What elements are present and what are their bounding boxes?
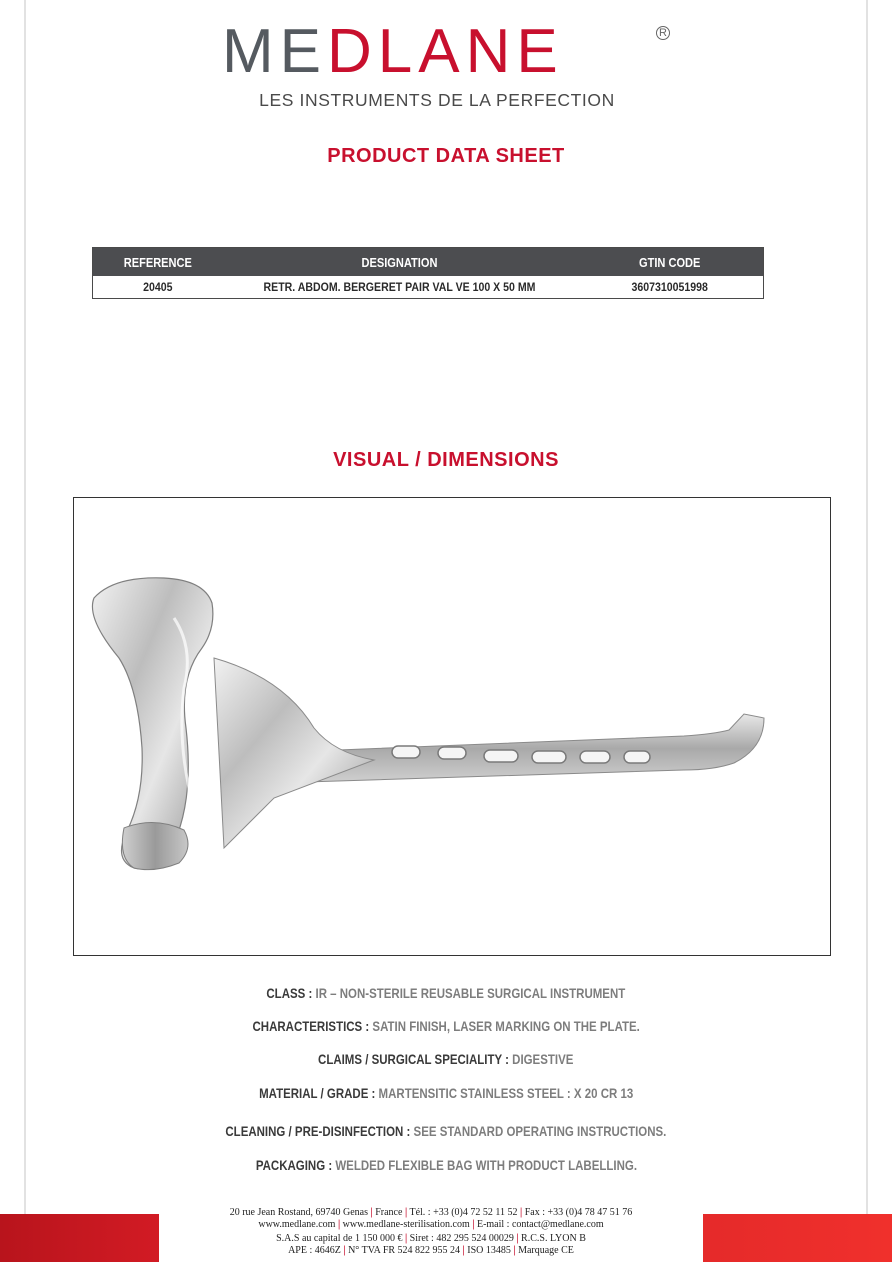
- footer-rcs: R.C.S. LYON B: [521, 1233, 586, 1244]
- footer-iso: ISO 13485: [467, 1245, 511, 1256]
- spec-class: [0, 985, 892, 1001]
- footer-sterilisation-link[interactable]: www.medlane-sterilisation.com: [342, 1219, 470, 1230]
- spec-claims-value: DIGESTIVE: [509, 1051, 574, 1067]
- visual-dimensions-title: VISUAL / DIMENSIONS: [333, 449, 559, 471]
- left-margin-line: [24, 0, 26, 1262]
- spec-packaging-value: WELDED FLEXIBLE BAG WITH PRODUCT LABELLING.: [331, 1157, 637, 1173]
- spec-cleaning: [0, 1123, 892, 1139]
- spec-material: [0, 1085, 892, 1101]
- footer-web-line: www.medlane.com | www.medlane-sterilisation.com | E-mail : contact@medlane.com: [258, 1219, 604, 1230]
- logo-wordmark: [222, 17, 652, 86]
- footer-ce-marking: Marquage CE: [518, 1245, 574, 1256]
- footer-ape: APE : 4646Z: [288, 1245, 341, 1256]
- spec-packaging: [0, 1157, 892, 1173]
- logo-rest: DLANE: [327, 17, 564, 86]
- spec-material-value: MARTENSITIC STAINLESS STEEL : X 20 CR 13: [375, 1085, 634, 1101]
- product-table: [92, 247, 764, 299]
- footer-address: 20 rue Jean Rostand, 69740 Genas: [229, 1207, 369, 1218]
- footer-fax: Fax : +33 (0)4 78 47 51 76: [524, 1207, 633, 1218]
- footer-address-line: 20 rue Jean Rostand, 69740 Genas | France | Tél. : +33 (0)4 72 52 11 52 | Fax : +33 (0)4 78 47 51 76: [229, 1207, 633, 1218]
- footer-siret: Siret : 482 295 524 00029: [409, 1233, 514, 1244]
- right-margin-line: [866, 0, 868, 1262]
- spec-characteristics-value: SATIN FINISH, LASER MARKING ON THE PLATE.: [369, 1018, 640, 1034]
- table-header-row: [93, 248, 763, 276]
- product-data-sheet-title: PRODUCT DATA SHEET: [327, 145, 565, 167]
- header-reference: REFERENCE: [123, 254, 192, 270]
- medlane-logo: [222, 17, 672, 117]
- header-designation: DESIGNATION: [361, 254, 438, 270]
- retractor-illustration: [74, 498, 832, 957]
- footer-company-line: S.A.S au capital de 1 150 000 € | Siret : 482 295 524 00029 | R.C.S. LYON B: [276, 1233, 586, 1244]
- footer-phone: Tél. : +33 (0)4 72 52 11 52: [409, 1207, 518, 1218]
- logo-prefix: ME: [222, 17, 327, 86]
- spec-material-label: MATERIAL / GRADE :: [258, 1085, 376, 1101]
- spec-characteristics-label: CHARACTERISTICS :: [252, 1018, 370, 1034]
- header-gtin-code: GTIN CODE: [638, 254, 700, 270]
- cell-designation: RETR. ABDOM. BERGERET PAIR VAL VE 100 X 50 MM: [263, 280, 536, 294]
- spec-claims-label: CLAIMS / SURGICAL SPECIALITY :: [318, 1051, 510, 1067]
- spec-class-value: IR – NON-STERILE REUSABLE SURGICAL INSTRUMENT: [312, 985, 626, 1001]
- spec-packaging-label: PACKAGING :: [255, 1157, 332, 1173]
- spec-claims: [0, 1051, 892, 1067]
- footer-capital: S.A.S au capital de 1 150 000 €: [276, 1233, 403, 1244]
- footer-email-link[interactable]: E-mail : contact@medlane.com: [476, 1219, 604, 1230]
- spec-cleaning-label: CLEANING / PRE-DISINFECTION :: [225, 1123, 411, 1139]
- spec-class-label: CLASS :: [266, 985, 313, 1001]
- logo-tagline: LES INSTRUMENTS DE LA PERFECTION: [259, 90, 615, 110]
- table-row: [93, 276, 763, 298]
- footer-vat: N° TVA FR 524 822 955 24: [348, 1245, 461, 1256]
- footer-legal-line: APE : 4646Z | N° TVA FR 524 822 955 24 | ISO 13485 | Marquage CE: [288, 1245, 574, 1256]
- footer-red-bar-right: [703, 1214, 892, 1262]
- footer-red-bar-left: [0, 1214, 159, 1262]
- registered-mark: R: [656, 26, 670, 40]
- cell-reference: 20405: [143, 280, 173, 294]
- product-image-frame: [73, 497, 831, 956]
- footer-website-link[interactable]: www.medlane.com: [258, 1219, 336, 1230]
- cell-gtin-code: 3607310051998: [631, 280, 708, 294]
- spec-characteristics: [0, 1018, 892, 1034]
- footer-country: France: [375, 1207, 403, 1218]
- spec-cleaning-value: SEE STANDARD OPERATING INSTRUCTIONS.: [410, 1123, 667, 1139]
